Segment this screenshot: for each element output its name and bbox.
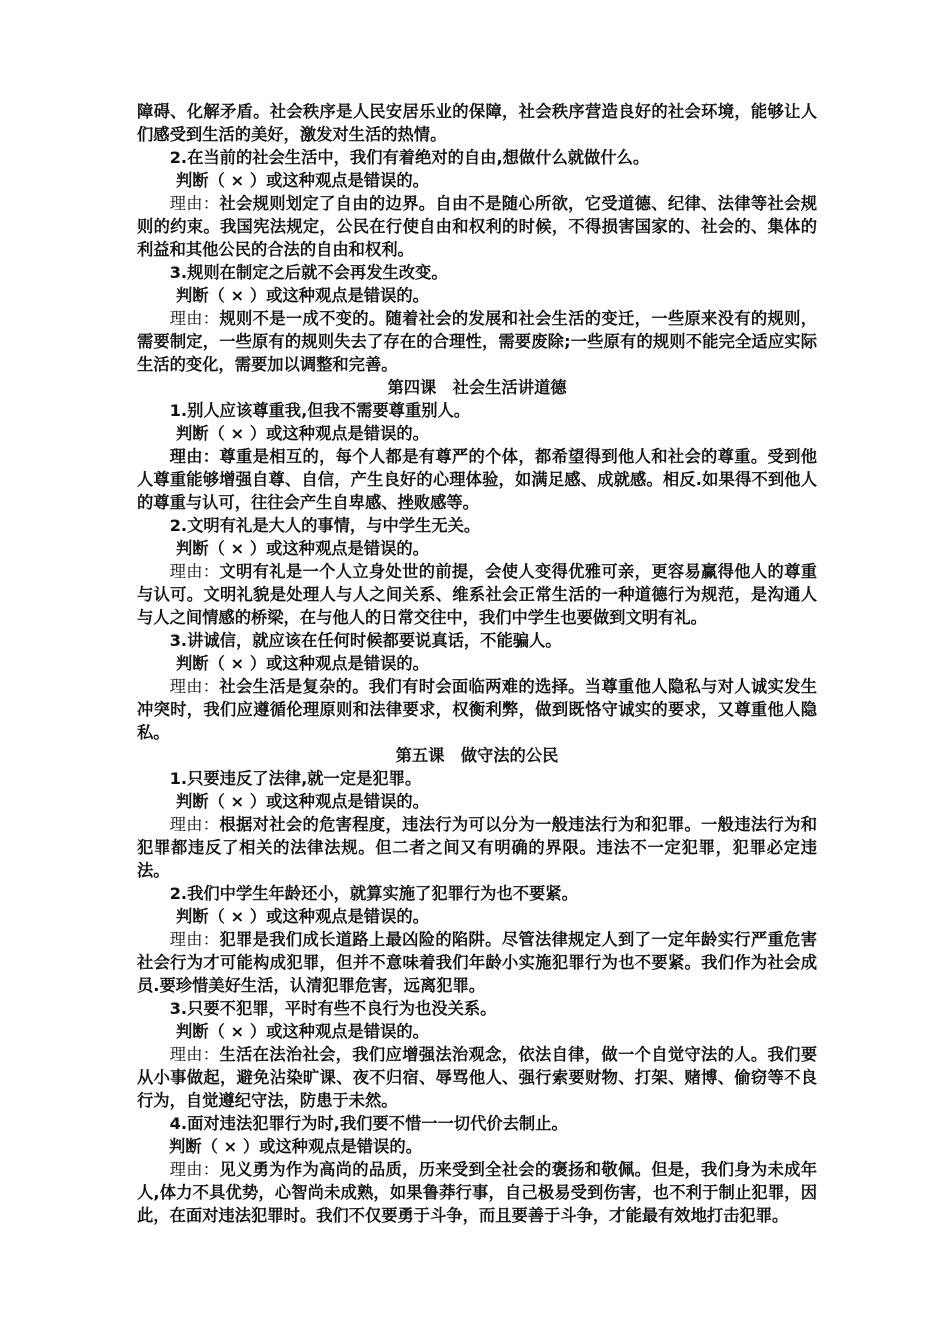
verdict-text: 判断（ × ）或这种观点是错误的。 — [176, 171, 429, 190]
reason-paragraph — [137, 560, 817, 629]
reason-text: 规则不是一成不变的。随着社会的发展和社会生活的变迁，一些原来没有的规则，需要制定，一些原有的规则失去了存在的合理性，需要废除;一些原有的规则不能完全适应实际生活的变化，需要加以调整和完善。 — [137, 309, 817, 374]
reason-text: 社会生活是复杂的。我们有时会面临两难的选择。当尊重他人隐私与对人诚实发生冲突时，我们应遵循伦理原则和法律要求，权衡利弊，做到既恪守诚实的要求，又尊重他人隐私。 — [137, 677, 817, 742]
reason-paragraph — [137, 307, 817, 376]
reason-paragraph — [137, 192, 817, 261]
reason-label: 理由： — [169, 194, 220, 213]
verdict-text: 判断（ × ）或这种观点是错误的。 — [176, 539, 429, 558]
reason-text: 根据对社会的危害程度，违法行为可以分为一般违法行为和犯罪。一般违法行为和犯罪都违反了相关的法律法规。但二者之间又有明确的界限。违法不一定犯罪，犯罪必定违法。 — [137, 815, 817, 880]
question-text: 1.只要违反了法律,就一定是犯罪。 — [169, 769, 422, 788]
reason-text: 见义勇为作为高尚的品质，历来受到全社会的褒扬和敬佩。但是，我们身为未成年人,体力不具优势，心智尚未成熟，如果鲁莽行事，自己极易受到伤害，也不利于制止犯罪，因此，在面对违法犯罪时。我们不仅要勇于斗争，而且要善于斗争，才能最有效地打击犯罪。 — [137, 1160, 817, 1225]
verdict-text: 判断（ × ）或这种观点是错误的。 — [169, 1137, 422, 1156]
question-text: 2.在当前的社会生活中，我们有着绝对的自由,想做什么就做什么。 — [169, 148, 650, 167]
question-text: 2.文明有礼是大人的事情，与中学生无关。 — [169, 516, 481, 535]
intro-paragraph: 障碍、化解矛盾。社会秩序是人民安居乐业的保障，社会秩序营造良好的社会环境，能够让人们感受到生活的美好，激发对生活的热情。 — [137, 102, 817, 144]
verdict-text: 判断（ × ）或这种观点是错误的。 — [176, 424, 429, 443]
reason-text: 犯罪是我们成长道路上最凶险的陷阱。尽管法律规定人到了一定年龄实行严重危害社会行为才可能构成犯罪，但并不意味着我们年龄小实施犯罪行为也不要紧。我们作为社会成员.要珍惜美好生活，认清犯罪危害，远离犯罪。 — [137, 930, 817, 995]
question-text: 3.规则在制定之后就不会再发生改变。 — [169, 263, 448, 282]
reason-label: 理由： — [169, 447, 220, 466]
reason-paragraph — [137, 928, 817, 997]
question-text: 4.面对违法犯罪行为时,我们要不惜一一切代价去制止。 — [169, 1114, 568, 1133]
reason-label: 理由： — [169, 1160, 220, 1179]
reason-paragraph — [137, 445, 817, 514]
reason-text: 文明有礼是一个人立身处世的前提，会使人变得优雅可亲，更容易赢得他人的尊重与认可。文明礼貌是处理人与人之间关系、维系社会正常生活的一种道德行为规范，是沟通人与人之间情感的桥梁，在与他人的日常交往中，我们中学生也要做到文明有礼。 — [137, 562, 817, 627]
reason-label: 理由： — [169, 562, 220, 581]
reason-paragraph — [137, 813, 817, 882]
reason-text: 生活在法治社会，我们应增强法治观念，依法自律，做一个自觉守法的人。我们要从小事做起，避免沾染旷课、夜不归宿、辱骂他人、强行索要财物、打架、赌博、偷窃等不良行为，自觉遵纪守法，防患于未然。 — [137, 1045, 817, 1110]
reason-label: 理由： — [169, 815, 220, 834]
verdict-text: 判断（ × ）或这种观点是错误的。 — [176, 1022, 429, 1041]
lesson-heading: 第五课 做守法的公民 — [395, 746, 559, 765]
verdict-text: 判断（ × ）或这种观点是错误的。 — [176, 792, 429, 811]
reason-label: 理由： — [169, 309, 220, 328]
reason-text: 社会规则划定了自由的边界。自由不是随心所欲，它受道德、纪律、法律等社会规则的约束。我国宪法规定，公民在行使自由和权利的时候，不得损害国家的、社会的、集体的利益和其他公民的合法的自由和权利。 — [137, 194, 817, 259]
verdict-text: 判断（ × ）或这种观点是错误的。 — [176, 654, 429, 673]
reason-text: 尊重是相互的，每个人都是有尊严的个体，都希望得到他人和社会的尊重。受到他人尊重能够增强自尊、自信，产生良好的心理体验，如满足感、成就感。相反.如果得不到他人的尊重与认可，往往会产生自卑感、挫败感等。 — [137, 447, 817, 512]
reason-paragraph — [137, 1158, 817, 1227]
question-text: 3.只要不犯罪，平时有些不良行为也没关系。 — [169, 999, 497, 1018]
question-text: 1.别人应该尊重我,但我不需要尊重别人。 — [169, 401, 471, 420]
lesson-heading: 第四课 社会生活讲道德 — [387, 378, 567, 397]
reason-paragraph — [137, 1043, 817, 1112]
reason-label: 理由： — [169, 930, 220, 949]
verdict-text: 判断（ × ）或这种观点是错误的。 — [176, 907, 429, 926]
reason-label: 理由： — [169, 677, 220, 696]
question-text: 2.我们中学生年龄还小，就算实施了犯罪行为也不要紧。 — [169, 884, 578, 903]
document-page — [137, 100, 817, 1227]
reason-label: 理由： — [169, 1045, 220, 1064]
reason-paragraph — [137, 675, 817, 744]
verdict-text: 判断（ × ）或这种观点是错误的。 — [176, 286, 429, 305]
question-text: 3.讲诚信，就应该在任何时候都要说真话，不能骗人。 — [169, 631, 562, 650]
